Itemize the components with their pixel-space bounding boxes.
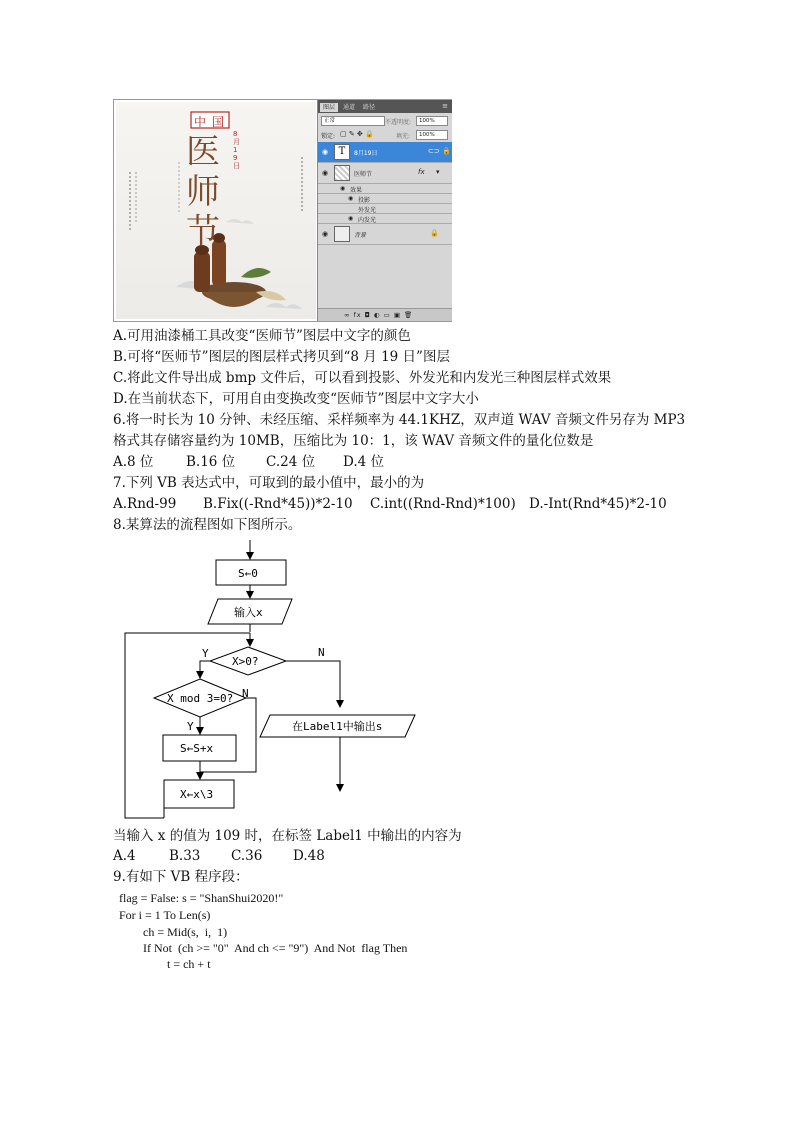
layer-name: 8月19日 [354, 150, 378, 157]
lock-icon: 🔒 [430, 229, 439, 237]
flowchart [120, 535, 440, 825]
eye-icon[interactable]: ◉ [322, 148, 329, 156]
q7-option-b: B.Fix((-Rnd*45))*2-10 [203, 496, 353, 512]
flow-no-label: N [242, 687, 249, 700]
effect-name: 投影 [358, 197, 371, 204]
opacity-input[interactable]: 100% [416, 116, 448, 126]
poster-date: 8月19日 [233, 130, 240, 170]
q8-stem: 8.某算法的流程图如下图所示。 [113, 517, 302, 533]
q7-option-c: C.int((Rnd-Rnd)*100) [370, 496, 516, 512]
fill-input[interactable]: 100% [416, 130, 448, 140]
layer-thumb [334, 226, 350, 242]
flow-div-text: X←x\3 [180, 788, 214, 801]
panel-footer [318, 308, 452, 321]
photoshop-screenshot [113, 99, 452, 322]
opacity-label: 不透明度: [385, 119, 412, 126]
layer-name: 医师节 [354, 171, 373, 178]
q7-option-d: D.-Int(Rnd*45)*2-10 [529, 496, 667, 512]
lock-label: 锁定: [321, 133, 336, 140]
code-line-3: ch = Mid(s, i, 1) [143, 925, 228, 939]
q5-option-b: B.可将“医师节”图层的图层样式拷贝到“8 月 19 日”图层 [113, 349, 450, 365]
q9-stem: 9.有如下 VB 程序段： [113, 869, 249, 885]
flow-add-text: S←S+x [180, 742, 214, 755]
flow-yes-label: Y [187, 720, 194, 733]
q6-stem-line1: 6.将一时长为 10 分钟、未经压缩、采样频率为 44.1KHZ，双声道 WAV 音频文件另存为 MP3 [113, 412, 686, 428]
effects-label: 效果 [350, 187, 363, 194]
eye-icon[interactable]: ◉ [340, 185, 346, 192]
lock-icon: ⊂⊃ 🔒 [428, 147, 451, 155]
flow-init-text: S←0 [238, 567, 258, 580]
tab-paths[interactable]: 路径 [363, 104, 376, 111]
lock-row [318, 129, 452, 141]
q8-option-b: B.33 [169, 848, 201, 864]
code-line-1: flag = False: s = "ShanShui2020!" [119, 891, 284, 905]
layer-row-doctor-day[interactable] [318, 163, 452, 184]
panel-tab-bar [318, 100, 452, 113]
footer-icons[interactable]: ∞ fx ◘ ◐ ▭ ▣ 🗑 [344, 311, 414, 319]
effect-row-outer-glow [318, 204, 452, 214]
fx-icon[interactable]: fx [418, 168, 425, 176]
q5-option-d: D.在当前状态下，可用自由变换改变“医师节”图层中文字大小 [113, 391, 479, 407]
blend-row [318, 115, 452, 127]
effect-row-inner-glow [318, 214, 452, 224]
q6-stem-line2: 格式其存储容量约为 10MB，压缩比为 10：1，该 WAV 音频文件的量化位数是 [113, 433, 594, 449]
q8-question: 当输入 x 的值为 109 时，在标签 Label1 中输出的内容为 [113, 828, 462, 844]
effects-row [318, 184, 452, 194]
lock-icons[interactable]: ▢ ✎ ✥ 🔒 [340, 130, 374, 138]
q6-option-c: C.24 位 [266, 454, 316, 470]
effect-name: 外发光 [358, 207, 377, 214]
layer-row-background[interactable] [318, 224, 452, 245]
doctor-day-poster [116, 102, 316, 319]
layer-row-date[interactable] [318, 142, 452, 163]
q5-option-c: C.将此文件导出成 bmp 文件后，可以看到投影、外发光和内发光三种图层样式效果 [113, 370, 612, 386]
panel-menu-icon[interactable]: ≡ [442, 102, 448, 110]
flow-input-text: 输入x [234, 606, 263, 619]
effect-name: 内发光 [358, 217, 377, 224]
q5-option-a: A.可用油漆桶工具改变“医师节”图层中文字的颜色 [113, 328, 411, 344]
tab-layers[interactable]: 图层 [320, 103, 338, 112]
q8-option-a: A.4 [113, 848, 136, 864]
q8-option-d: D.48 [293, 848, 325, 864]
q7-stem: 7.下列 VB 表达式中，可取到的最小值中，最小的为 [113, 475, 425, 491]
blend-mode-select[interactable]: 正常 [321, 116, 385, 126]
q7-option-a: A.Rnd-99 [113, 496, 177, 512]
layer-name: 背景 [354, 232, 367, 239]
eye-icon[interactable]: ◉ [322, 169, 329, 177]
flow-yes-label: Y [202, 647, 209, 660]
code-line-2: For i = 1 To Len(s) [119, 908, 211, 922]
flow-cond2-text: X mod 3=0? [167, 692, 234, 705]
q8-option-c: C.36 [231, 848, 263, 864]
tab-channels[interactable]: 通道 [343, 104, 356, 111]
eye-icon[interactable]: ◉ [348, 215, 354, 222]
code-line-4: If Not (ch >= "0" And ch <= "9") And Not flag Then [143, 941, 408, 955]
flow-cond1-text: X>0? [232, 655, 259, 668]
eye-icon[interactable]: ◉ [322, 230, 329, 238]
chevron-down-icon[interactable]: ▾ [436, 168, 440, 176]
text-layer-thumb: T [334, 144, 350, 160]
code-line-5: t = ch + t [167, 957, 211, 971]
eye-icon[interactable]: ◉ [348, 195, 354, 202]
effect-row-drop-shadow [318, 194, 452, 204]
q6-option-b: B.16 位 [186, 454, 236, 470]
poster-title-main: 医师节 [186, 132, 220, 252]
poster-title-top: 中国 [194, 115, 231, 129]
fill-label: 填充: [396, 133, 411, 140]
q6-option-a: A.8 位 [113, 454, 154, 470]
flow-output-text: 在Label1中输出s [292, 720, 383, 733]
layer-thumb [334, 165, 350, 181]
flow-no-label: N [318, 646, 325, 659]
q6-option-d: D.4 位 [343, 454, 385, 470]
layers-panel [317, 100, 452, 321]
